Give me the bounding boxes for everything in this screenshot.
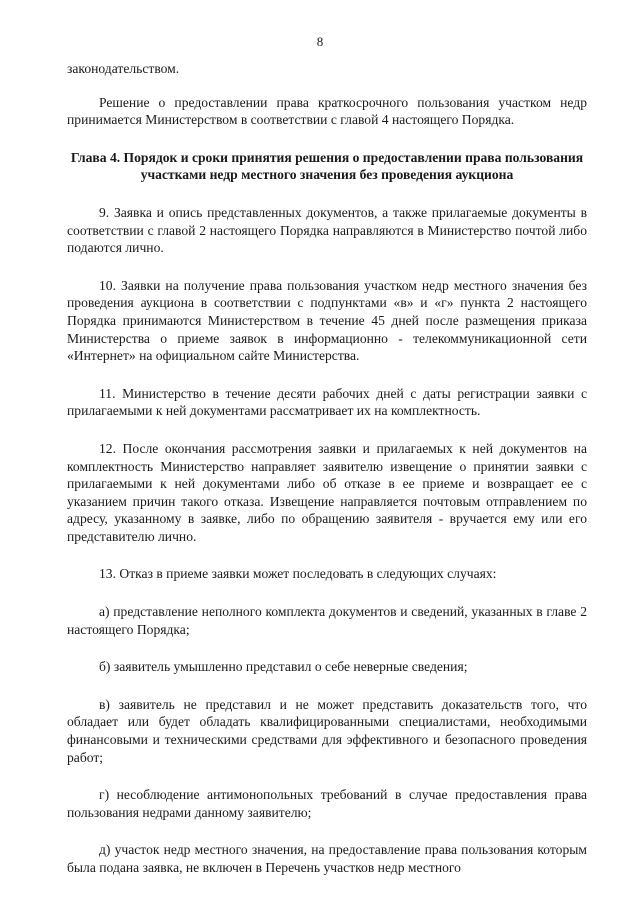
paragraph-12: 12. После окончания рассмотрения заявки и прилагаемых к ней документов на комплектность Министерство направляет заявителю извещение о принятии заявки с прилагаемыми к ней документами либо об отказе в ее приеме и возвращает ее с указанием причин такого отказа. Извещение направляется почтовым отправлением по адресу, указанному в заявке, либо по обращению заявителя - вручается ему или его представителю лично. <box>67 440 587 544</box>
document-body <box>67 60 587 877</box>
subparagraph-a: а) представление неполного комплекта документов и сведений, указанных в главе 2 настоящего Порядка; <box>67 604 587 637</box>
page-number: 8 <box>316 34 324 49</box>
paragraph-11: 11. Министерство в течение десяти рабочих дней с даты регистрации заявки с прилагаемыми к ней документами рассматривает их на комплектность. <box>67 385 587 419</box>
subparagraph-d: д) участок недр местного значения, на предоставление права пользования которым была подана заявка, не включен в Перечень участков недр местного <box>67 842 587 875</box>
subparagraph-b: б) заявитель умышленно представил о себе неверные сведения; <box>99 659 468 675</box>
paragraph-10: 10. Заявки на получение права пользования участком недр местного значения без проведения аукциона в соответствии с подпунктами «в» и «г» пункта 2 настоящего Порядка принимаются Министерством в течение 45 дней после размещения приказа Министерства о приеме заявок в информационно - телекоммуникационной сети «Интернет» на официальном сайте Министерства. <box>67 277 587 364</box>
subparagraph-g: г) несоблюдение антимонопольных требований в случае предоставления права пользования недрами данному заявителю; <box>67 787 587 820</box>
paragraph-9: 9. Заявка и опись представленных документов, а также прилагаемые документы в соответствии с главой 2 настоящего Порядка направляются в Министерство почтой либо подаются лично. <box>67 204 587 256</box>
paragraph-continuation: законодательством. <box>67 61 180 76</box>
paragraph-13: 13. Отказ в приеме заявки может последовать в следующих случаях: <box>99 566 497 582</box>
chapter-heading: Глава 4. Порядок и сроки принятия решения о предоставлении права пользования участками недр местного значения без проведения аукциона <box>70 149 584 183</box>
subparagraph-v: в) заявитель не представил и не может представить доказательств того, что обладает или будет обладать квалифицированными специалистами, необходимыми финансовыми и техническими средствами для эффективного и безопасного проведения работ; <box>67 696 587 765</box>
paragraph-short-term-decision: Решение о предоставлении права краткосрочного пользования участком недр принимается Министерством в соответствии с главой 4 настоящего Порядка. <box>67 94 587 128</box>
